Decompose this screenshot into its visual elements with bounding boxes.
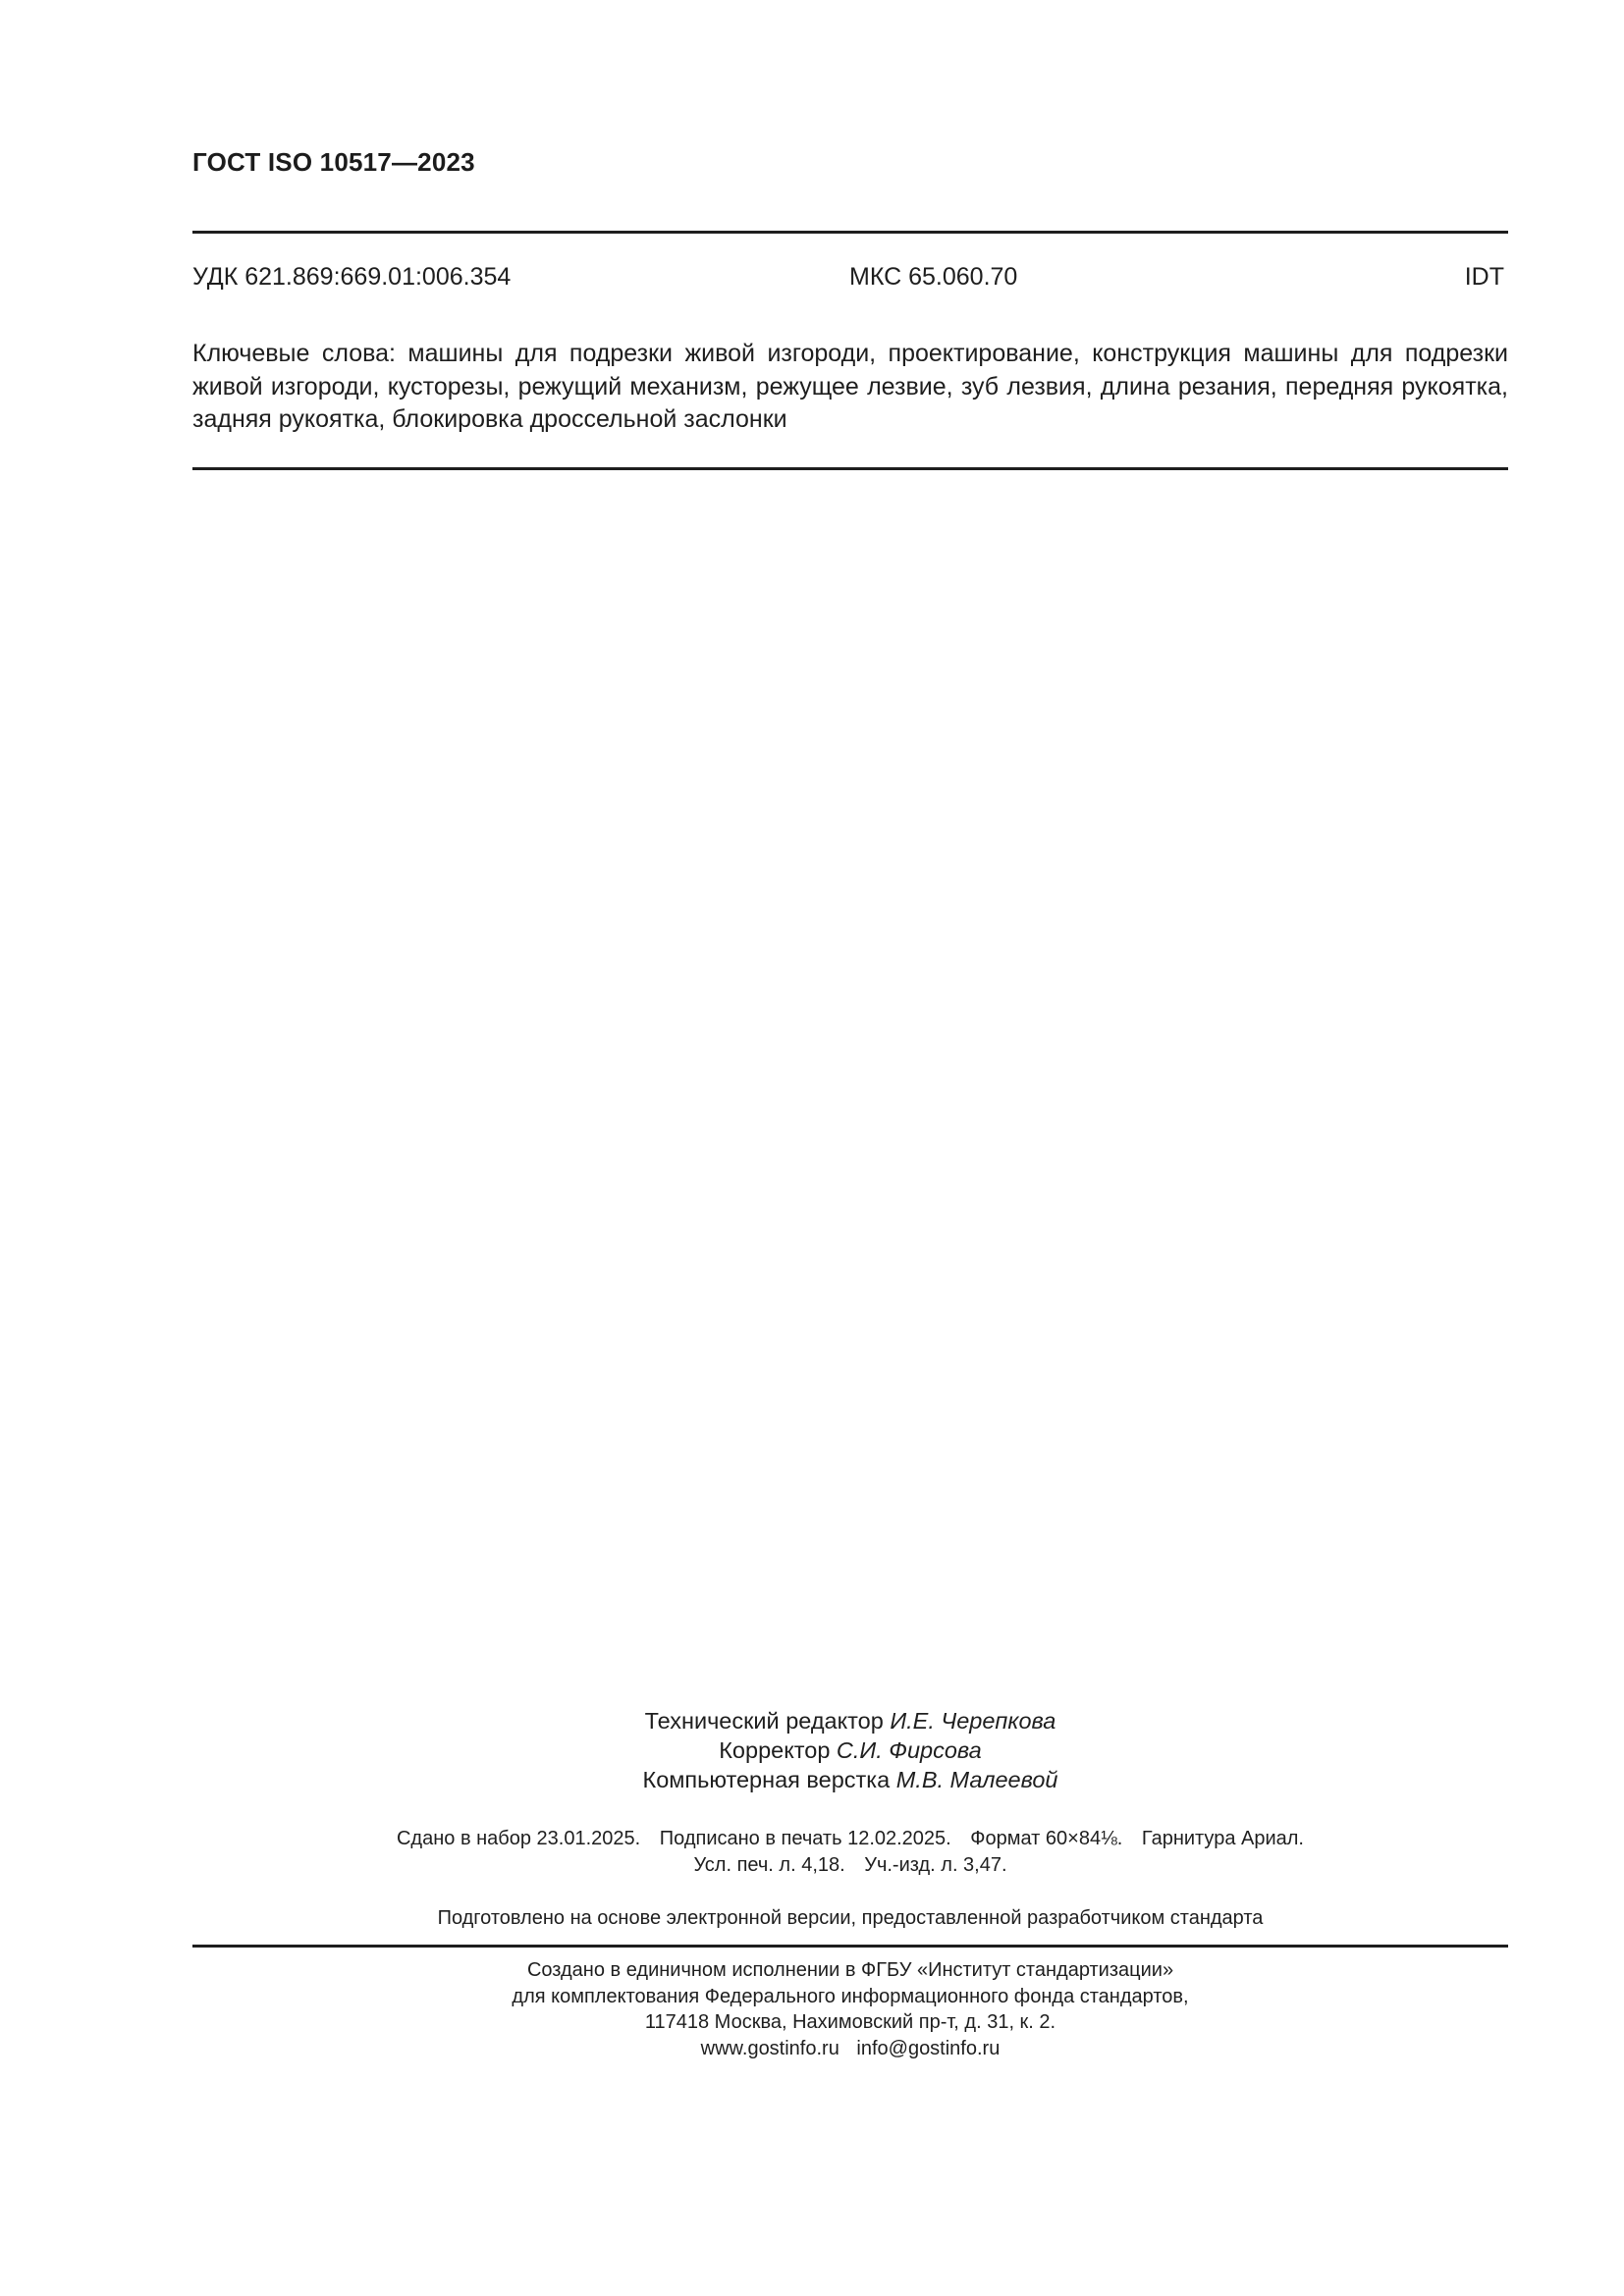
- credit-name: М.В. Малеевой: [895, 1767, 1058, 1792]
- print-sheets: Усл. печ. л. 4,18.: [693, 1854, 845, 1876]
- keywords-paragraph: Ключевые слова: машины для подрезки живой изгороди, проектирование, конструкция машины для подрезки живой изгороди, кусторезы, режущий механизм, режущее лезвие, зуб лезвия, длина резания, передняя рукоятка, задняя рукоятка, блокировка дроссельной заслонки: [192, 340, 1508, 433]
- credits-block: [192, 1706, 1508, 1794]
- mks-code: МКС 65.060.70: [849, 263, 1018, 291]
- imprint-line-1: [192, 1826, 1508, 1852]
- footer-address: 117418 Москва, Нахимовский пр-т, д. 31, к. 2.: [644, 2011, 1056, 2033]
- signed-date: Подписано в печать 12.02.2025.: [659, 1828, 951, 1849]
- email-link[interactable]: info@gostinfo.ru: [856, 2037, 1001, 2059]
- imprint-block: [192, 1826, 1508, 1879]
- prepared-note: Подготовлено на основе электронной версии, предоставленной разработчиком стандарта: [437, 1907, 1264, 1929]
- udk-code: УДК 621.869:669.01:006.354: [192, 263, 512, 291]
- credit-role: Компьютерная верстка: [642, 1767, 891, 1792]
- credit-layout: [192, 1765, 1508, 1794]
- credit-name: И.Е. Черепкова: [890, 1708, 1056, 1734]
- credit-role: Технический редактор: [644, 1708, 884, 1734]
- typeface: Гарнитура Ариал.: [1141, 1828, 1304, 1849]
- credit-role: Корректор: [719, 1737, 831, 1763]
- credit-technical-editor: [192, 1706, 1508, 1735]
- footer-divider: [192, 1945, 1508, 1948]
- credit-proofreader: [192, 1735, 1508, 1765]
- footer-line-1: Создано в единичном исполнении в ФГБУ «Институт стандартизации»: [526, 1959, 1174, 1981]
- footer-contacts: [192, 2036, 1508, 2062]
- keywords-divider: [192, 467, 1508, 470]
- classification-row: [192, 263, 1508, 296]
- credit-name: С.И. Фирсова: [836, 1737, 982, 1763]
- typeset-date: Сдано в набор 23.01.2025.: [396, 1828, 641, 1849]
- publishing-sheets: Уч.-изд. л. 3,47.: [864, 1854, 1007, 1876]
- equivalence-degree: IDT: [1464, 263, 1504, 291]
- paper-format: Формат 60×84⅛.: [970, 1828, 1123, 1849]
- imprint-line-2: [192, 1852, 1508, 1879]
- publisher-footer: [192, 1957, 1508, 2061]
- website-link[interactable]: www.gostinfo.ru: [700, 2037, 839, 2059]
- footer-line-2: для комплектования Федерального информационного фонда стандартов,: [512, 1985, 1189, 2007]
- top-divider: [192, 231, 1508, 234]
- standard-title: ГОСТ ISO 10517—2023: [192, 147, 475, 177]
